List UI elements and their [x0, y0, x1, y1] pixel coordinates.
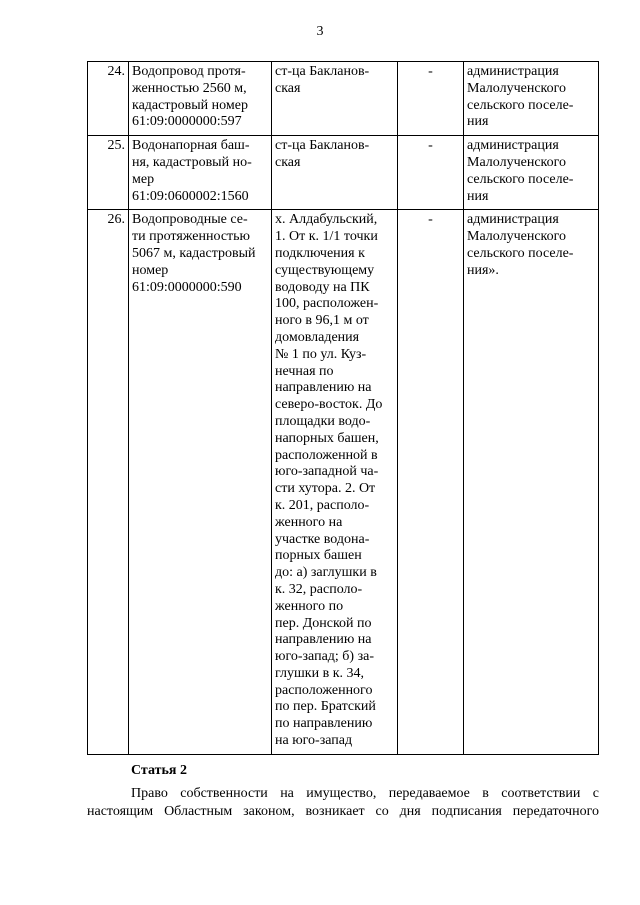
extra-cell: - [398, 62, 464, 136]
recipient-line: Малолученского [467, 229, 567, 245]
location-line: пер. Донской по [275, 615, 372, 631]
name-line: Водопровод протя- [132, 64, 246, 79]
location-line: ская [275, 154, 301, 170]
paragraph-line: настоящим Областным законом, возникает со дня подписания передаточного [87, 804, 599, 819]
location-line: сти хутора. 2. От [275, 481, 376, 497]
location-line: домовладения [275, 329, 360, 345]
recipient-cell [464, 62, 599, 136]
name-line: ня, кадастровый но- [132, 154, 252, 170]
article-paragraph [87, 785, 599, 821]
extra-cell: - [398, 210, 464, 755]
location-line: существующему [275, 262, 375, 278]
recipient-cell [464, 136, 599, 210]
recipient-line: сельского поселе- [467, 245, 574, 261]
name-line: женностью 2560 м, [132, 80, 247, 96]
location-line: х. Алдабульский, [275, 212, 378, 228]
table-row [88, 62, 599, 136]
location-line: напорных башен, [275, 430, 379, 446]
name-line: 5067 м, кадастровый [132, 245, 256, 261]
location-line: женного по [275, 598, 344, 614]
location-line: площадки водо- [275, 413, 371, 429]
location-line: по направлению [275, 716, 373, 732]
location-line: 100, расположен- [275, 296, 379, 312]
location-cell [272, 62, 398, 136]
recipient-line: администрация [467, 212, 559, 228]
name-line: кадастровый номер [132, 97, 248, 113]
recipient-line: ния». [467, 262, 499, 278]
recipient-line: администрация [467, 64, 559, 79]
location-line: к. 32, располо- [275, 581, 363, 597]
location-line: подключения к [275, 245, 365, 261]
recipient-cell [464, 210, 599, 755]
object-name-cell [129, 136, 272, 210]
recipient-line: сельского поселе- [467, 171, 574, 187]
recipient-line: сельского поселе- [467, 97, 574, 113]
recipient-line: ния [467, 188, 489, 204]
recipient-line: ния [467, 114, 489, 130]
name-line: мер [132, 171, 155, 187]
row-number: 24. [88, 62, 129, 136]
row-number: 26. [88, 210, 129, 755]
recipient-line: Малолученского [467, 80, 567, 96]
object-name-cell [129, 62, 272, 136]
location-line: № 1 по ул. Куз- [275, 346, 367, 362]
name-line: Водонапорная баш- [132, 138, 250, 154]
location-line: к. 201, располо- [275, 497, 370, 513]
recipient-line: Малолученского [467, 154, 567, 170]
name-line: 61:09:0000000:597 [132, 114, 242, 130]
page-number: 3 [316, 24, 324, 39]
location-line: юго-запад; б) за- [275, 649, 374, 665]
location-line: направлению на [275, 380, 372, 396]
row-number: 25. [88, 136, 129, 210]
name-line: 61:09:0600002:1560 [132, 188, 249, 204]
location-cell [272, 210, 398, 755]
location-line: направлению на [275, 632, 372, 648]
location-line: ст-ца Бакланов- [275, 64, 370, 79]
location-line: порных башен [275, 548, 362, 564]
location-line: ного в 96,1 м от [275, 313, 369, 329]
location-line: участке водона- [275, 531, 370, 547]
location-line: расположенного [275, 682, 373, 698]
name-line: Водопроводные се- [132, 212, 248, 228]
location-line: до: а) заглушки в [275, 565, 377, 581]
paragraph-line: Право собственности на имущество, передаваемое в соответствии с [131, 786, 599, 801]
name-line: 61:09:0000000:590 [132, 279, 242, 295]
location-line: ст-ца Бакланов- [275, 138, 370, 154]
location-line: по пер. Братский [275, 699, 376, 715]
location-line: на юго-запад [275, 733, 353, 749]
location-line: водоводу на ПК [275, 279, 370, 295]
location-line: расположенной в [275, 447, 378, 463]
location-line: женного на [275, 514, 343, 530]
table-body [88, 62, 599, 755]
object-name-cell [129, 210, 272, 755]
property-table [87, 61, 599, 755]
name-line: ти протяженностью [132, 229, 251, 245]
location-line: глушки в к. 34, [275, 665, 365, 681]
location-line: 1. От к. 1/1 точки [275, 229, 378, 245]
location-line: юго-западной ча- [275, 464, 379, 480]
table-row [88, 136, 599, 210]
extra-cell: - [398, 136, 464, 210]
recipient-line: администрация [467, 138, 559, 154]
location-line: нечная по [275, 363, 334, 379]
name-line: номер [132, 262, 169, 278]
location-line: ская [275, 80, 301, 96]
location-cell [272, 136, 398, 210]
table-row [88, 210, 599, 755]
article-heading: Статья 2 [131, 763, 187, 778]
location-line: северо-восток. До [275, 397, 383, 413]
